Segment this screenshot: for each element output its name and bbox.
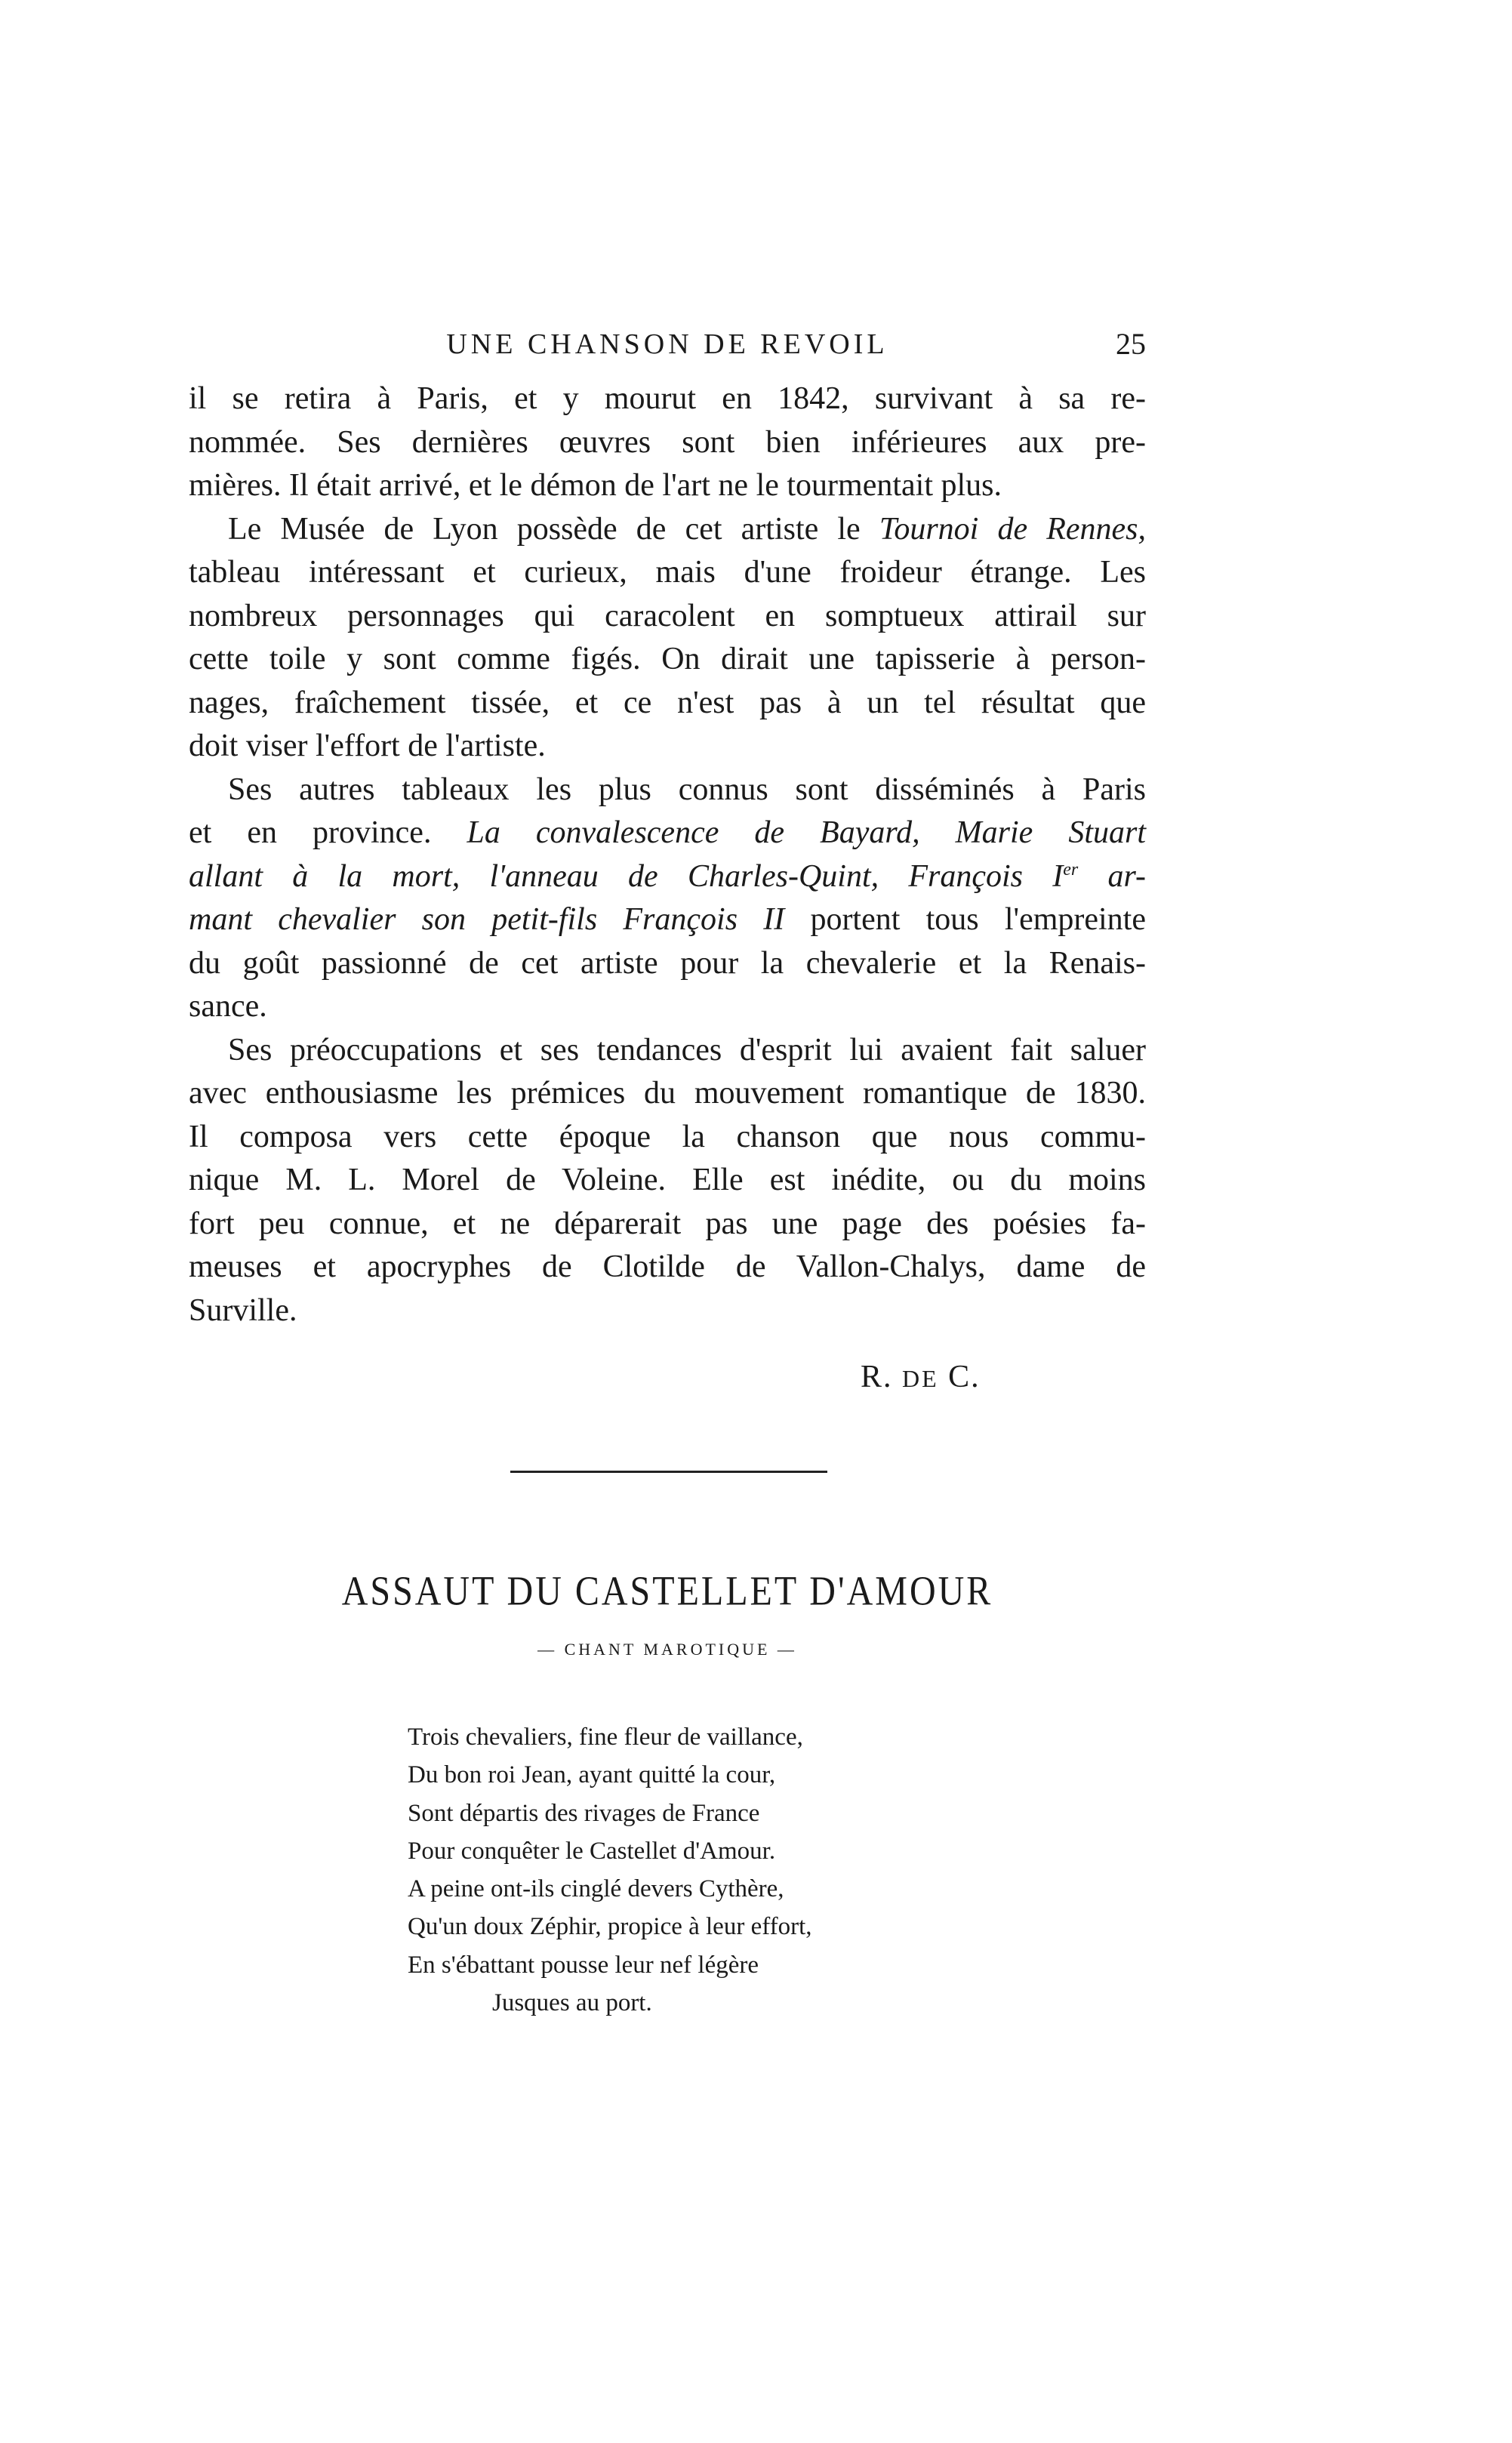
text-line [189,638,1146,682]
poem-line: Du bon roi Jean, ayant quitté la cour, [408,1761,776,1789]
text-line [189,942,1146,986]
text-line [189,1072,1146,1116]
text-line [189,421,1146,465]
running-head [189,323,1146,368]
italic-segment: allant à la mort, l'anneau de Charles-Quint, François I [189,858,1064,894]
text-segment: portent tous l'empreinte [784,902,1146,937]
text-line [189,1116,1146,1160]
text-segment: nique M. L. Morel de Voleine. Elle est inédite, ou du moins [189,1163,1146,1197]
signature [861,1359,981,1395]
paragraph [189,1029,1146,1333]
poem-line: A peine ont-ils cinglé devers Cythère, [408,1875,784,1903]
text-line [189,682,1146,726]
text-line [189,725,1146,769]
signature-initial: R. [861,1360,893,1394]
text-line [189,1289,1146,1333]
section-divider [510,1471,827,1473]
poem-line: Trois chevaliers, fine fleur de vaillance, [408,1724,803,1751]
poem-title: ASSAUT DU CASTELLET D'AMOUR [341,1568,993,1614]
poem-stanza [408,1718,812,2022]
text-line [189,508,1146,552]
text-line [189,1029,1146,1073]
italic-segment: Tournoi de Rennes, [879,511,1146,547]
signature-particle: DE [902,1365,939,1392]
poem-line: Jusques au port. [492,1989,652,2017]
text-line [189,812,1146,855]
poem-subtitle: — CHANT MAROTIQUE — [537,1640,797,1659]
poem-line: Pour conquêter le Castellet d'Amour. [408,1837,776,1865]
text-segment: nages, fraîchement tissée, et ce n'est pas à un tel résultat que [189,685,1146,720]
text-segment: du goût passionné de cet artiste pour la chevalerie et la Renais- [189,945,1146,981]
text-segment: Surville. [189,1292,297,1328]
body-text [189,377,1146,1332]
text-segment: avec enthousiasme les prémices du mouvement romantique de 1830. [189,1076,1146,1111]
text-segment: sance. [189,989,267,1024]
poem-line: Sont départis des rivages de France [408,1799,760,1827]
text-line [189,595,1146,639]
paragraph [189,377,1146,508]
text-segment: Il composa vers cette époque la chanson que nous commu- [189,1119,1146,1154]
text-line [189,1246,1146,1289]
italic-segment: La convalescence de Bayard, Marie Stuart [467,815,1146,850]
text-line [189,377,1146,421]
italic-segment: er [1063,859,1079,880]
text-line [189,855,1146,899]
text-segment: doit viser l'effort de l'artiste. [189,729,546,763]
text-line [189,464,1146,508]
text-line [189,898,1146,942]
italic-segment: ar- [1078,858,1147,894]
text-line [189,551,1146,595]
text-segment: il se retira à Paris, et y mourut en 1842, survivant à sa re- [189,381,1146,416]
text-segment: Ses préoccupations et ses tendances d'esprit lui avaient fait saluer [228,1032,1146,1067]
text-line [189,769,1146,812]
paragraph [189,508,1146,769]
text-segment: Ses autres tableaux les plus connus sont disséminés à Paris [228,772,1146,807]
text-line [189,1203,1146,1246]
paragraph [189,769,1146,1029]
poem-line: En s'ébattant pousse leur nef légère [408,1951,759,1979]
text-segment: fort peu connue, et ne déparerait pas une page des poésies fa- [189,1206,1146,1241]
text-segment: nommée. Ses dernières œuvres sont bien inférieures aux pre- [189,424,1146,460]
text-segment: meuses et apocryphes de Clotilde de Vallon-Chalys, dame de [189,1249,1146,1284]
text-line [189,1159,1146,1203]
signature-final: C. [948,1360,981,1394]
italic-segment: mant chevalier son petit-fils François II [189,902,785,937]
text-line [189,985,1146,1029]
text-segment: mières. Il était arrivé, et le démon de l'art ne le tourmentait plus. [189,468,1002,503]
text-segment: nombreux personnages qui caracolent en somptueux attirail sur [189,598,1146,633]
text-segment: Le Musée de Lyon possède de cet artiste le [228,511,879,547]
text-segment: tableau intéressant et curieux, mais d'une froideur étrange. Les [189,555,1146,590]
text-segment: cette toile y sont comme figés. On dirait une tapisserie à person- [189,642,1146,676]
running-title: UNE CHANSON DE REVOIL [446,328,888,360]
text-segment: et en province. [189,815,467,850]
poem-line: Qu'un doux Zéphir, propice à leur effort, [408,1913,812,1941]
page-number: 25 [1116,327,1146,361]
